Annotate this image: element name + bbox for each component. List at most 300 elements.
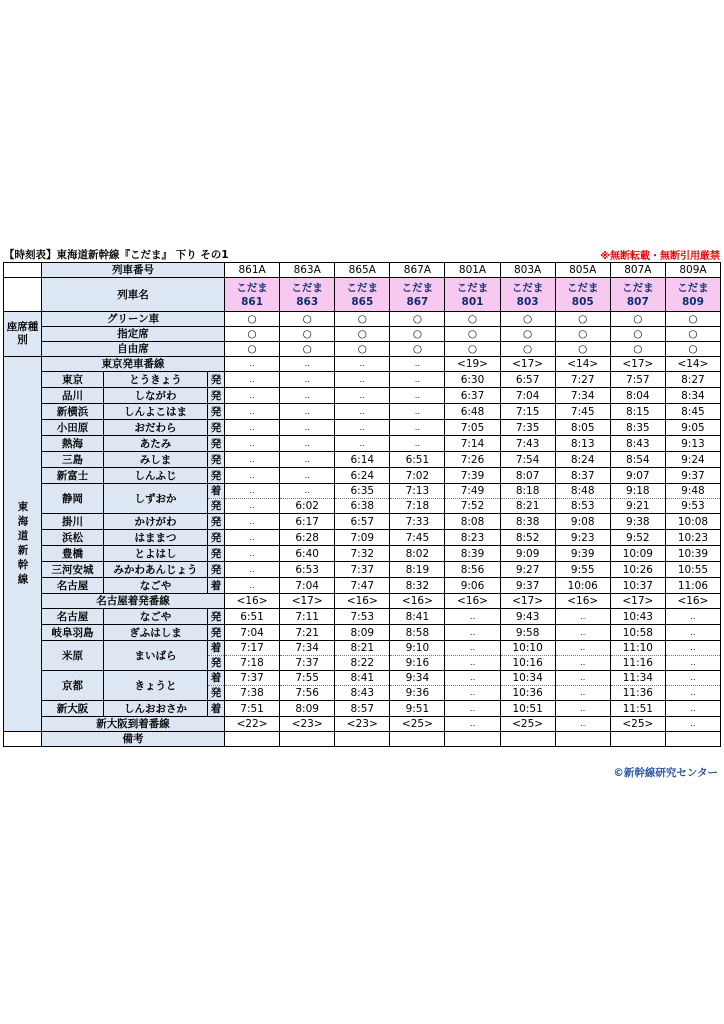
remarks-cell: [390, 732, 445, 747]
time-cell: 10:37: [610, 578, 665, 594]
time-cell: 7:02: [390, 468, 445, 484]
time-cell: 9:09: [500, 546, 555, 562]
seat-reserved-mark: ○: [445, 327, 500, 342]
header-blank: [4, 263, 42, 278]
train-name-number: 805: [571, 295, 594, 308]
time-cell: 7:21: [280, 625, 335, 641]
table-row: [4, 452, 721, 468]
seat-green-mark: ○: [335, 312, 390, 327]
time-cell: 11:10: [610, 641, 665, 656]
time-cell: 7:55: [280, 671, 335, 686]
arr-dep-label: 着: [208, 578, 225, 594]
table-row: [4, 609, 721, 625]
arr-dep-label: 発: [208, 404, 225, 420]
time-cell: 8:38: [500, 514, 555, 530]
seat-green-mark: ○: [390, 312, 445, 327]
time-cell: 10:08: [665, 514, 720, 530]
time-cell: ‥: [555, 656, 610, 671]
arr-dep-label: 着: [208, 701, 225, 717]
train-name: [225, 278, 280, 312]
time-cell: ‥: [390, 404, 445, 420]
time-cell: 7:34: [280, 641, 335, 656]
seat-green-mark: ○: [280, 312, 335, 327]
nagoya-track: <16>: [665, 594, 720, 609]
time-cell: 7:37: [225, 671, 280, 686]
time-cell: 7:51: [225, 701, 280, 717]
time-cell: ‥: [225, 468, 280, 484]
time-cell: 8:41: [390, 609, 445, 625]
time-cell: ‥: [280, 372, 335, 388]
remarks-cell: [555, 732, 610, 747]
remarks-label: 備考: [42, 732, 225, 747]
station-name: 小田原: [42, 420, 104, 436]
arr-dep-label: 発: [208, 530, 225, 546]
copyright-notice: ※無断転載・無断引用厳禁: [600, 251, 720, 262]
time-cell: 9:07: [610, 468, 665, 484]
time-cell: 8:15: [610, 404, 665, 420]
time-cell: 8:58: [390, 625, 445, 641]
remarks-cell: [665, 732, 720, 747]
table-row: [4, 701, 721, 717]
time-cell: 9:39: [555, 546, 610, 562]
time-cell: 11:36: [610, 686, 665, 701]
time-cell: ‥: [225, 546, 280, 562]
arr-dep-label: 発: [208, 452, 225, 468]
table-row: [4, 484, 721, 499]
arr-dep-label: 着: [208, 671, 225, 686]
time-cell: 11:16: [610, 656, 665, 671]
page-title: 【時刻表】東海道新幹線『こだま』 下り その1: [4, 249, 229, 261]
time-cell: 9:36: [390, 686, 445, 701]
time-cell: 6:35: [335, 484, 390, 499]
station-name: 品川: [42, 388, 104, 404]
remarks-cell: [445, 732, 500, 747]
seat-unreserved-mark: ○: [335, 342, 390, 357]
station-kana: しんよこはま: [104, 404, 208, 420]
time-cell: 9:08: [555, 514, 610, 530]
table-row: [4, 530, 721, 546]
time-cell: 9:48: [665, 484, 720, 499]
table-row: [4, 404, 721, 420]
remarks-cell: [500, 732, 555, 747]
remarks-cell: [610, 732, 665, 747]
arr-dep-label: 発: [208, 388, 225, 404]
train-name: [390, 278, 445, 312]
time-cell: 7:57: [610, 372, 665, 388]
time-cell: 9:51: [390, 701, 445, 717]
train-number: 805A: [555, 263, 610, 278]
time-cell: 7:45: [390, 530, 445, 546]
seat-unreserved-mark: ○: [225, 342, 280, 357]
time-cell: 7:45: [555, 404, 610, 420]
shinosaka-track: ‥: [665, 717, 720, 732]
time-cell: ‥: [225, 484, 280, 499]
time-cell: 9:06: [445, 578, 500, 594]
train-name-number: 801: [461, 295, 484, 308]
time-cell: ‥: [665, 625, 720, 641]
time-cell: 9:16: [390, 656, 445, 671]
seat-unreserved-mark: ○: [445, 342, 500, 357]
time-cell: 7:04: [500, 388, 555, 404]
seat-green-mark: ○: [445, 312, 500, 327]
time-cell: ‥: [225, 578, 280, 594]
time-cell: ‥: [665, 686, 720, 701]
time-cell: 6:14: [335, 452, 390, 468]
time-cell: 7:33: [390, 514, 445, 530]
time-cell: 8:57: [335, 701, 390, 717]
time-cell: 8:37: [555, 468, 610, 484]
arr-dep-label: 発: [208, 656, 225, 671]
train-name-number: 867: [406, 295, 429, 308]
table-row: [4, 278, 721, 312]
time-cell: 7:35: [500, 420, 555, 436]
seat-type-group-label: 座席種別: [4, 312, 42, 357]
time-cell: ‥: [335, 404, 390, 420]
time-cell: 10:43: [610, 609, 665, 625]
time-cell: ‥: [665, 656, 720, 671]
nagoya-track-label: 名古屋着発番線: [42, 594, 225, 609]
time-cell: ‥: [390, 436, 445, 452]
time-cell: ‥: [555, 701, 610, 717]
arr-dep-label: 発: [208, 546, 225, 562]
nagoya-track: <16>: [225, 594, 280, 609]
station-kana: しながわ: [104, 388, 208, 404]
table-row: [4, 372, 721, 388]
train-number: 809A: [665, 263, 720, 278]
table-row: [4, 578, 721, 594]
time-cell: ‥: [390, 420, 445, 436]
train-name: [500, 278, 555, 312]
train-name-kana: こだま: [677, 281, 709, 294]
time-cell: 9:18: [610, 484, 665, 499]
seat-unreserved-label: 自由席: [42, 342, 225, 357]
time-cell: 10:51: [500, 701, 555, 717]
time-cell: 8:09: [335, 625, 390, 641]
train-number: 807A: [610, 263, 665, 278]
time-cell: 8:09: [280, 701, 335, 717]
train-name-number: 863: [296, 295, 319, 308]
time-cell: 8:32: [390, 578, 445, 594]
time-cell: 7:09: [335, 530, 390, 546]
station-kana: おだわら: [104, 420, 208, 436]
time-cell: ‥: [665, 671, 720, 686]
time-cell: ‥: [665, 701, 720, 717]
train-name-kana: こだま: [291, 281, 323, 294]
station-kana: とうきょう: [104, 372, 208, 388]
shinosaka-track: <25>: [390, 717, 445, 732]
train-name-kana: こだま: [236, 281, 268, 294]
time-cell: 7:13: [390, 484, 445, 499]
time-cell: 8:56: [445, 562, 500, 578]
remarks-cell: [280, 732, 335, 747]
train-name-kana: こだま: [346, 281, 379, 294]
train-name-label: 列車名: [42, 278, 225, 312]
time-cell: 7:18: [390, 499, 445, 514]
time-cell: ‥: [390, 388, 445, 404]
time-cell: ‥: [665, 641, 720, 656]
time-cell: ‥: [665, 609, 720, 625]
time-cell: 8:05: [555, 420, 610, 436]
time-cell: 7:54: [500, 452, 555, 468]
train-number: 803A: [500, 263, 555, 278]
shinosaka-track: ‥: [445, 717, 500, 732]
time-cell: ‥: [225, 436, 280, 452]
time-cell: 8:41: [335, 671, 390, 686]
time-cell: 7:38: [225, 686, 280, 701]
seat-reserved-mark: ○: [500, 327, 555, 342]
arr-dep-label: 発: [208, 562, 225, 578]
time-cell: 9:37: [500, 578, 555, 594]
arr-dep-label: 発: [208, 499, 225, 514]
time-cell: 7:26: [445, 452, 500, 468]
time-cell: 9:37: [665, 468, 720, 484]
time-cell: ‥: [555, 671, 610, 686]
time-cell: ‥: [390, 372, 445, 388]
train-name: [610, 278, 665, 312]
station-kana: みしま: [104, 452, 208, 468]
time-cell: ‥: [280, 420, 335, 436]
table-row: [4, 468, 721, 484]
station-kana: あたみ: [104, 436, 208, 452]
train-name-kana: こだま: [456, 281, 489, 294]
station-name: 岐阜羽島: [42, 625, 104, 641]
remarks-cell: [335, 732, 390, 747]
seat-green-mark: ○: [610, 312, 665, 327]
table-row: [4, 327, 721, 342]
time-cell: 6:48: [445, 404, 500, 420]
header-blank: [4, 732, 42, 747]
table-row: [4, 671, 721, 686]
table-row: [4, 263, 721, 278]
nagoya-track: <16>: [555, 594, 610, 609]
train-number: 861A: [225, 263, 280, 278]
time-cell: 9:52: [610, 530, 665, 546]
tokyo-track: ‥: [335, 357, 390, 372]
time-cell: 7:39: [445, 468, 500, 484]
station-kana: みかわあんじょう: [104, 562, 208, 578]
time-cell: 6:40: [280, 546, 335, 562]
time-cell: 8:39: [445, 546, 500, 562]
time-cell: ‥: [335, 420, 390, 436]
time-cell: 7:04: [225, 625, 280, 641]
table-row: [4, 625, 721, 641]
station-name: 静岡: [42, 484, 104, 514]
time-cell: 10:09: [610, 546, 665, 562]
time-cell: ‥: [225, 420, 280, 436]
seat-unreserved-mark: ○: [555, 342, 610, 357]
seat-unreserved-mark: ○: [500, 342, 555, 357]
time-cell: 6:17: [280, 514, 335, 530]
time-cell: 9:53: [665, 499, 720, 514]
time-cell: 7:52: [445, 499, 500, 514]
time-cell: 10:16: [500, 656, 555, 671]
nagoya-track: <17>: [280, 594, 335, 609]
time-cell: 8:35: [610, 420, 665, 436]
station-name: 米原: [42, 641, 104, 671]
station-kana: しんふじ: [104, 468, 208, 484]
train-number: 867A: [390, 263, 445, 278]
time-cell: ‥: [280, 468, 335, 484]
seat-unreserved-mark: ○: [610, 342, 665, 357]
seat-reserved-mark: ○: [280, 327, 335, 342]
time-cell: ‥: [335, 388, 390, 404]
remarks-cell: [225, 732, 280, 747]
station-kana: はままつ: [104, 530, 208, 546]
station-name: 京都: [42, 671, 104, 701]
time-cell: 9:13: [665, 436, 720, 452]
time-cell: 10:36: [500, 686, 555, 701]
time-cell: ‥: [280, 436, 335, 452]
seat-green-label: グリーン車: [42, 312, 225, 327]
time-cell: 9:10: [390, 641, 445, 656]
time-cell: 6:28: [280, 530, 335, 546]
time-cell: 8:07: [500, 468, 555, 484]
table-row: [4, 357, 721, 372]
time-cell: 7:17: [225, 641, 280, 656]
time-cell: 8:08: [445, 514, 500, 530]
time-cell: 9:58: [500, 625, 555, 641]
station-name: 名古屋: [42, 609, 104, 625]
seat-green-mark: ○: [665, 312, 720, 327]
train-name: [445, 278, 500, 312]
station-name: 三河安城: [42, 562, 104, 578]
shinosaka-track: <23>: [335, 717, 390, 732]
tokyo-track: ‥: [280, 357, 335, 372]
time-cell: 8:54: [610, 452, 665, 468]
train-name-kana: こだま: [566, 281, 599, 294]
time-cell: ‥: [445, 609, 500, 625]
time-cell: 9:05: [665, 420, 720, 436]
shinosaka-track-label: 新大阪到着番線: [42, 717, 225, 732]
time-cell: 7:47: [335, 578, 390, 594]
tokyo-track: <17>: [610, 357, 665, 372]
train-name: [335, 278, 390, 312]
time-cell: 8:43: [610, 436, 665, 452]
time-cell: 11:06: [665, 578, 720, 594]
time-cell: 7:15: [500, 404, 555, 420]
train-name-number: 865: [351, 295, 374, 308]
time-cell: 8:18: [500, 484, 555, 499]
tokyo-track: ‥: [390, 357, 445, 372]
time-cell: 10:06: [555, 578, 610, 594]
tokyo-track-label: 東京発車番線: [42, 357, 225, 372]
seat-reserved-mark: ○: [610, 327, 665, 342]
time-cell: 7:56: [280, 686, 335, 701]
seat-unreserved-mark: ○: [665, 342, 720, 357]
nagoya-track: <16>: [390, 594, 445, 609]
time-cell: 7:53: [335, 609, 390, 625]
time-cell: 8:27: [665, 372, 720, 388]
table-row: [4, 562, 721, 578]
station-name: 新大阪: [42, 701, 104, 717]
train-number: 865A: [335, 263, 390, 278]
time-cell: ‥: [555, 609, 610, 625]
time-cell: 10:58: [610, 625, 665, 641]
table-row: [4, 388, 721, 404]
header-blank: [4, 278, 42, 312]
seat-reserved-mark: ○: [225, 327, 280, 342]
time-cell: 7:49: [445, 484, 500, 499]
time-cell: ‥: [555, 641, 610, 656]
station-kana: かけがわ: [104, 514, 208, 530]
time-cell: ‥: [225, 388, 280, 404]
station-name: 三島: [42, 452, 104, 468]
train-number: 801A: [445, 263, 500, 278]
train-name: [665, 278, 720, 312]
table-row: [4, 436, 721, 452]
table-row: [4, 546, 721, 562]
time-cell: 6:51: [390, 452, 445, 468]
arr-dep-label: 発: [208, 420, 225, 436]
seat-reserved-label: 指定席: [42, 327, 225, 342]
time-cell: 8:13: [555, 436, 610, 452]
time-cell: 6:53: [280, 562, 335, 578]
arr-dep-label: 発: [208, 514, 225, 530]
station-name: 新横浜: [42, 404, 104, 420]
time-cell: ‥: [445, 641, 500, 656]
time-cell: 10:23: [665, 530, 720, 546]
table-row: [4, 641, 721, 656]
train-name-kana: こだま: [511, 281, 544, 294]
credit: ©新幹線研究センター: [613, 767, 718, 779]
time-cell: ‥: [225, 404, 280, 420]
train-name-kana: こだま: [401, 281, 434, 294]
time-cell: 9:55: [555, 562, 610, 578]
tokyo-track: <17>: [500, 357, 555, 372]
nagoya-track: <17>: [610, 594, 665, 609]
time-cell: 9:21: [610, 499, 665, 514]
table-row: [4, 420, 721, 436]
time-cell: 6:02: [280, 499, 335, 514]
time-cell: ‥: [335, 372, 390, 388]
station-name: 掛川: [42, 514, 104, 530]
table-row: [4, 342, 721, 357]
time-cell: 8:52: [500, 530, 555, 546]
station-kana: ぎふはしま: [104, 625, 208, 641]
time-cell: 8:24: [555, 452, 610, 468]
nagoya-track: <17>: [500, 594, 555, 609]
time-cell: 10:34: [500, 671, 555, 686]
train-name-number: 807: [626, 295, 649, 308]
tokyo-track: <14>: [555, 357, 610, 372]
arr-dep-label: 発: [208, 625, 225, 641]
time-cell: 9:38: [610, 514, 665, 530]
time-cell: ‥: [445, 686, 500, 701]
table-row: [4, 514, 721, 530]
station-name: 熱海: [42, 436, 104, 452]
time-cell: 7:32: [335, 546, 390, 562]
time-cell: ‥: [445, 701, 500, 717]
train-name: [280, 278, 335, 312]
train-name: [555, 278, 610, 312]
time-cell: ‥: [225, 452, 280, 468]
timetable: [3, 262, 721, 747]
time-cell: 7:43: [500, 436, 555, 452]
arr-dep-label: 発: [208, 436, 225, 452]
time-cell: ‥: [280, 404, 335, 420]
arr-dep-label: 発: [208, 686, 225, 701]
tokyo-track: <19>: [445, 357, 500, 372]
time-cell: ‥: [225, 514, 280, 530]
seat-reserved-mark: ○: [390, 327, 445, 342]
time-cell: ‥: [225, 530, 280, 546]
time-cell: 6:37: [445, 388, 500, 404]
station-kana: しずおか: [104, 484, 208, 514]
time-cell: 8:21: [335, 641, 390, 656]
time-cell: 9:24: [665, 452, 720, 468]
time-cell: ‥: [555, 686, 610, 701]
seat-green-mark: ○: [555, 312, 610, 327]
